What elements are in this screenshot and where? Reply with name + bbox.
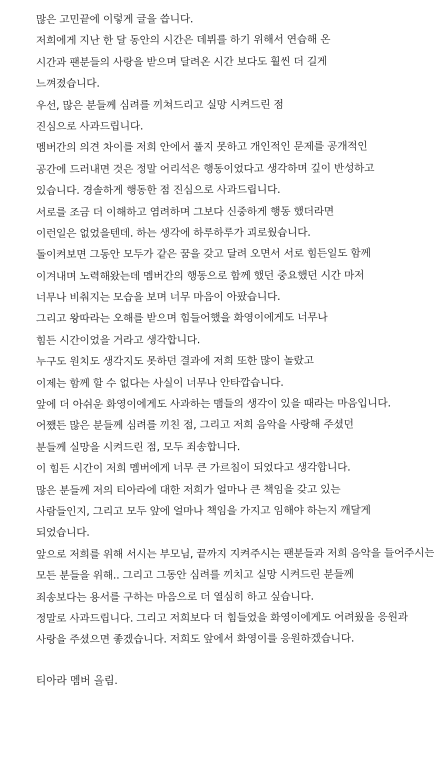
letter-line-21: 분들께 실망을 시켜드린 점, 모두 죄송합니다. [35,440,241,454]
letter-line-7: 멤버간의 의견 차이를 저희 안에서 풀지 못하고 개인적인 문제를 공개적인 [35,140,368,155]
letter-line-6: 진심으로 사과드립니다. [35,120,144,133]
letter-line-9: 있습니다. 경솔하게 행동한 점 진심으로 사과드립니다. [35,184,281,198]
letter-line-19: 앞에 더 아쉬운 화영이에게도 사과하는 맴들의 생각이 있을 때라는 마음입니다. [35,397,391,412]
letter-line-1: 많은 고민끝에 이렇게 글을 씁니다. [35,13,194,26]
letter-line-14: 너무나 비춰지는 모습을 보며 너무 마음이 아팠습니다. [35,291,281,305]
letter-line-27: 모든 분들을 위해.. 그리고 그동안 심려를 끼치고 실망 시켜드린 분들께 [35,568,354,583]
letter-line-15: 그리고 왕따라는 오해를 받으며 힘들어했을 화영이에게도 너무나 [35,312,328,326]
letter-line-3: 시간과 팬분들의 사랑을 받으며 달려온 시간 보다도 훨씬 더 길게 [35,55,328,69]
letter-line-18: 이제는 함께 할 수 없다는 사실이 너무나 안타깝습니다. [35,376,284,390]
letter-line-2: 저희에게 지난 한 달 동안의 시간은 데뷔를 하기 위해서 연습해 온 [35,34,331,48]
signature-spacer [36,652,392,665]
letter-line-23: 많은 분들께 저의 티아라에 대한 저희가 얼마나 큰 책임을 갖고 있는 [35,483,341,497]
letter-line-5: 우선, 많은 분들께 심려를 끼쳐드리고 실망 시켜드린 점 [35,98,284,112]
letter-line-8: 공간에 드러내면 것은 정말 어리석은 행동이었다고 생각하며 깊이 반성하고 [35,162,375,176]
letter-line-11: 이런일은 없었을텐데. 하는 생각에 하루하루가 괴로웠습니다. [35,226,311,240]
letter-line-4: 느껴졌습니다. [35,77,100,91]
letter-line-16: 힘든 시간이었을 거라고 생각합니다. [35,334,201,347]
letter-line-26: 앞으로 저희를 위해 서시는 부모님, 끝까지 지켜주시는 팬분들과 저희 음악을 들어주시는 [35,547,434,561]
letter-line-10: 서로를 조금 더 이해하고 염려하며 그보다 신중하게 행동 했더라면 [35,205,335,219]
letter-line-20: 어쨌든 많은 분들께 심려를 끼친 점, 그리고 저희 음악을 사랑해 주셨던 [35,419,354,433]
letter-line-30: 사랑을 주셨으면 좋겠습니다. 저희도 앞에서 화영이를 응원하겠습니다. [35,632,355,647]
letter-line-22: 이 힘든 시간이 저희 멤버에게 너무 큰 가르침이 되었다고 생각합니다. [35,461,351,476]
letter-signature: 티아라 멤버 올림. [36,674,118,687]
letter-line-17: 누구도 원치도 생각지도 못하던 결과에 저희 또한 많이 놀랐고 [35,355,314,369]
letter-line-24: 사람들인지, 그리고 모두 앞에 얼마나 책임을 가지고 임해야 하는지 깨달게 [35,504,371,518]
letter-line-28: 죄송보다는 용서를 구하는 마음으로 더 열심히 하고 싶습니다. [35,590,314,604]
letter-line-25: 되었습니다. [35,527,90,540]
letter-line-29: 정말로 사과드립니다. 그리고 저희보다 더 힘들었을 화영이에게도 어려웠을 응원과 [35,611,408,625]
letter-line-13: 이겨내며 노력해왔는데 멤버간의 행동으로 함께 했던 중요했던 시간 마저 [35,269,365,283]
letter-line-12: 돌이켜보면 그동안 모두가 같은 꿈을 갖고 달려 오면서 서로 힘든일도 함께 [35,247,371,262]
